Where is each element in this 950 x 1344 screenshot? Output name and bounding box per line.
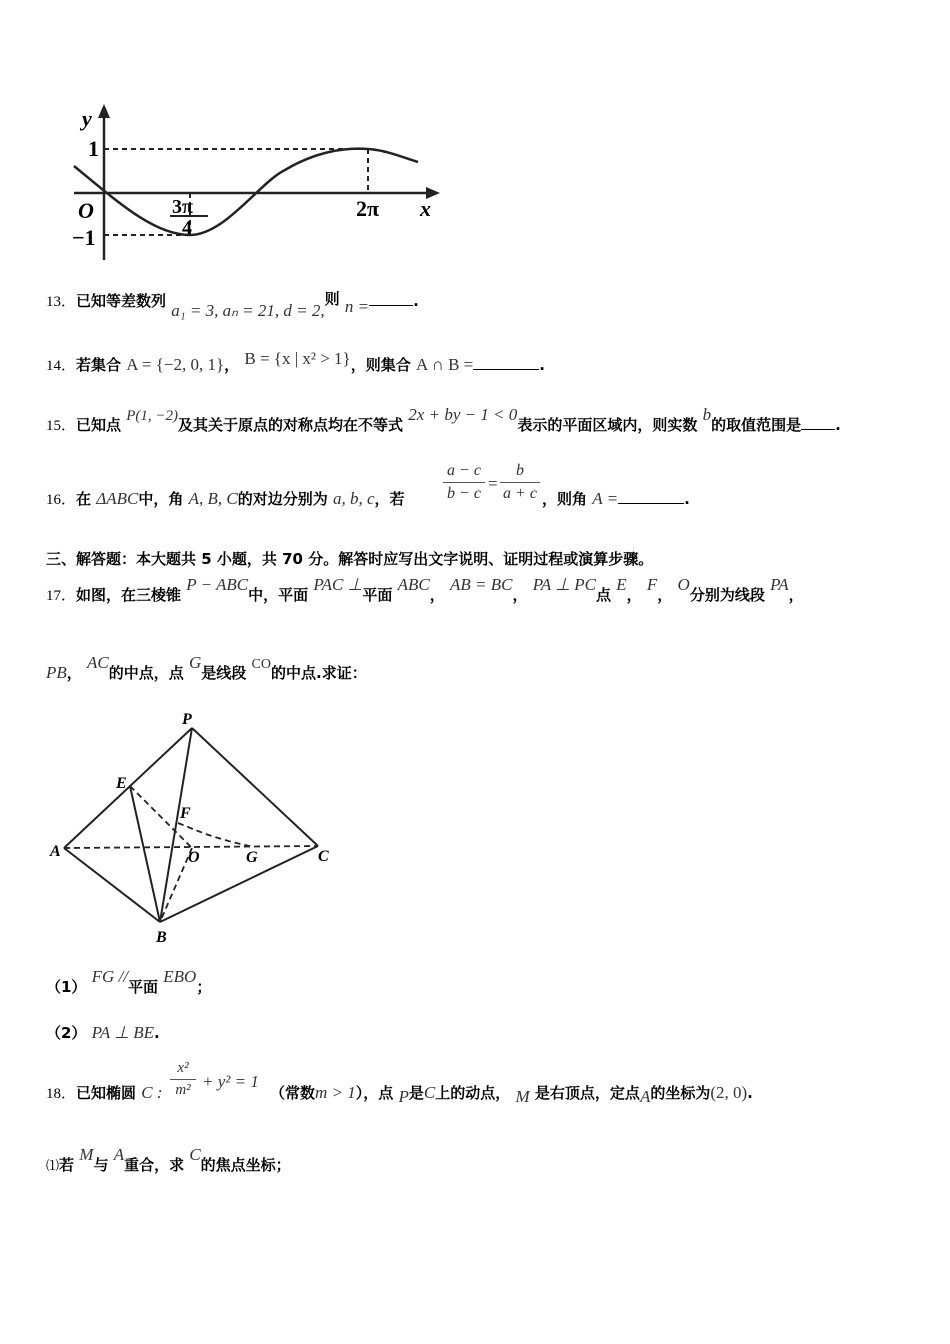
- fraction-b-over-a-plus-c: [500, 462, 540, 503]
- vertex-label-o: O: [188, 849, 200, 866]
- question-16: [46, 488, 405, 509]
- question-text: ，则集合: [350, 356, 411, 374]
- question-18-sub-1: [46, 1145, 291, 1175]
- question-18: [46, 1082, 163, 1103]
- part-number: （1）: [46, 978, 87, 996]
- question-13: [46, 290, 419, 320]
- question-number: 14．: [46, 358, 77, 374]
- question-text: 的对边分别为: [237, 490, 328, 508]
- formula: A = {−2, 0, 1}: [126, 355, 225, 374]
- formula: C: [423, 1083, 436, 1102]
- question-text: 是右顶点，定点: [534, 1084, 640, 1102]
- punctuation: ，: [657, 586, 673, 604]
- question-17-line2: [46, 653, 367, 683]
- tick-label-four: 4: [182, 217, 192, 239]
- punctuation: ，: [429, 586, 445, 604]
- fraction-numerator: a − c: [447, 462, 481, 479]
- punctuation: .: [413, 292, 419, 310]
- question-text: 表示的平面区域内，则实数: [517, 416, 698, 434]
- formula: (2, 0): [710, 1083, 748, 1102]
- question-text: 与: [93, 1156, 109, 1174]
- punctuation: ，: [512, 586, 528, 604]
- sub-question-number: ⑴: [46, 1158, 60, 1173]
- punctuation: ，: [626, 586, 642, 604]
- fraction-numerator: b: [516, 462, 524, 479]
- fraction-x2-over-m2: [170, 1060, 196, 1099]
- pyramid-figure: [46, 708, 346, 948]
- question-text: 的坐标为: [650, 1084, 711, 1102]
- formula: PA: [770, 575, 789, 594]
- punctuation: ，: [788, 586, 804, 604]
- formula: A ∩ B =: [415, 355, 474, 374]
- formula: 2x + by − 1 < 0: [408, 405, 518, 424]
- equals-sign: =: [488, 474, 498, 493]
- part-number: （2）: [46, 1024, 87, 1042]
- formula: C :: [141, 1083, 163, 1102]
- formula: B = {x | x² > 1}: [244, 349, 351, 368]
- formula: AB = BC: [449, 575, 513, 594]
- question-17-part-2: [46, 1022, 160, 1043]
- vertex-label-e: E: [116, 775, 127, 792]
- question-text: 及其关于原点的对称点均在不等式: [178, 416, 404, 434]
- formula: M: [515, 1087, 530, 1106]
- question-18-tail: [270, 1082, 753, 1106]
- question-text: 是线段: [201, 664, 247, 682]
- vertex-label-a: A: [50, 843, 61, 860]
- fraction-denominator: m²: [175, 1082, 191, 1098]
- section-title: 三、解答题：本大题共 5 小题，共 70 分。解答时应写出文字说明、证明过程或演算步骤。: [46, 550, 654, 568]
- graph-figure: [60, 92, 450, 272]
- vertex-label-c: C: [318, 848, 329, 865]
- punctuation: .: [747, 1084, 753, 1102]
- formula: b: [702, 405, 712, 424]
- question-text: ），点: [355, 1084, 394, 1102]
- question-text: 如图，在三棱锥: [76, 586, 182, 604]
- question-text: 点: [596, 586, 612, 604]
- question-text: 若: [59, 1156, 75, 1174]
- question-number: 16．: [46, 492, 77, 508]
- question-text: 中，平面: [248, 586, 309, 604]
- formula: PA ⊥ PC: [532, 575, 596, 594]
- question-16-tail: [542, 488, 690, 509]
- question-text: 是: [408, 1084, 424, 1102]
- question-18-rest: [202, 1072, 259, 1092]
- punctuation: .: [539, 356, 545, 374]
- question-text: 中，角: [138, 490, 184, 508]
- question-text: ，则角: [542, 490, 588, 508]
- vertex-label-p: P: [182, 711, 192, 728]
- question-text: 平面: [362, 586, 393, 604]
- formula: E: [616, 575, 627, 594]
- punctuation: .: [835, 416, 841, 434]
- question-text: 的中点，点: [108, 664, 184, 682]
- fraction-a-minus-c-over-b-minus-c: [443, 462, 485, 503]
- punctuation: ，: [66, 664, 82, 682]
- question-text: 的中点.求证：: [271, 664, 367, 682]
- origin-label: O: [78, 198, 94, 223]
- question-14: [46, 349, 545, 375]
- question-text: 则: [324, 290, 340, 308]
- question-text: 的焦点坐标；: [200, 1156, 291, 1174]
- vertex-label-g: G: [246, 849, 258, 866]
- question-15: [46, 405, 841, 435]
- formula: ΔABC: [96, 489, 139, 508]
- formula: ABC: [397, 575, 430, 594]
- question-text: 分别为线段: [689, 586, 765, 604]
- fraction-numerator: x²: [177, 1060, 189, 1076]
- question-number: 13．: [46, 294, 77, 310]
- question-17-part-1: [46, 967, 212, 997]
- punctuation: .: [154, 1024, 160, 1042]
- formula: CO: [251, 657, 271, 672]
- formula: PA ⊥ BE: [91, 1023, 155, 1042]
- question-number: 15．: [46, 418, 77, 434]
- punctuation: ，: [224, 356, 240, 374]
- question-text: （常数: [270, 1084, 316, 1102]
- formula: A: [639, 1087, 651, 1106]
- question-text: 若集合: [76, 356, 122, 374]
- punctuation: ；: [196, 978, 212, 996]
- question-17: [46, 575, 804, 605]
- formula: n =: [344, 297, 370, 316]
- question-text: 重合，求: [124, 1156, 185, 1174]
- formula: + y² = 1: [202, 1072, 259, 1091]
- formula: M: [79, 1145, 94, 1164]
- formula: FG //: [91, 967, 129, 986]
- question-text: 的取值范围是: [711, 416, 802, 434]
- formula: PB: [46, 663, 67, 682]
- fraction-denominator: a + c: [503, 485, 537, 502]
- question-text: 平面: [128, 978, 159, 996]
- tick-label-neg-one: −1: [72, 225, 96, 250]
- question-number: 17．: [46, 588, 77, 604]
- tick-label-three-pi: 3π: [172, 196, 193, 218]
- question-text: 已知等差数列: [76, 292, 167, 310]
- formula: A: [113, 1145, 125, 1164]
- formula: A, B, C: [188, 489, 238, 508]
- vertex-label-f: F: [180, 805, 191, 822]
- formula: G: [189, 653, 202, 672]
- punctuation: .: [684, 490, 690, 508]
- formula: A =: [592, 489, 619, 508]
- x-axis-label: x: [420, 196, 431, 221]
- y-axis-label: y: [82, 106, 92, 131]
- formula: EBO: [163, 967, 197, 986]
- question-text: 在: [76, 490, 92, 508]
- formula: P: [398, 1087, 409, 1106]
- question-text: 上的动点，: [435, 1084, 511, 1102]
- formula: PAC ⊥: [313, 575, 363, 594]
- question-text: 已知椭圆: [76, 1084, 137, 1102]
- tick-label-two-pi: 2π: [356, 196, 380, 221]
- question-number: 18．: [46, 1086, 77, 1102]
- formula: F: [646, 575, 658, 594]
- fraction-denominator: b − c: [447, 485, 481, 502]
- formula: m > 1: [315, 1083, 356, 1102]
- tick-label-one: 1: [88, 136, 99, 161]
- formula: C: [189, 1145, 201, 1164]
- formula: O: [677, 575, 690, 594]
- formula: P(1, −2): [126, 408, 179, 424]
- formula: AC: [87, 653, 109, 672]
- formula: a₁ = 3, aₙ = 21, d = 2,: [171, 301, 325, 320]
- formula: a, b, c: [332, 489, 375, 508]
- vertex-label-b: B: [156, 929, 167, 946]
- formula: P − ABC: [186, 575, 249, 594]
- question-text: ，若: [374, 490, 405, 508]
- question-text: 已知点: [76, 416, 122, 434]
